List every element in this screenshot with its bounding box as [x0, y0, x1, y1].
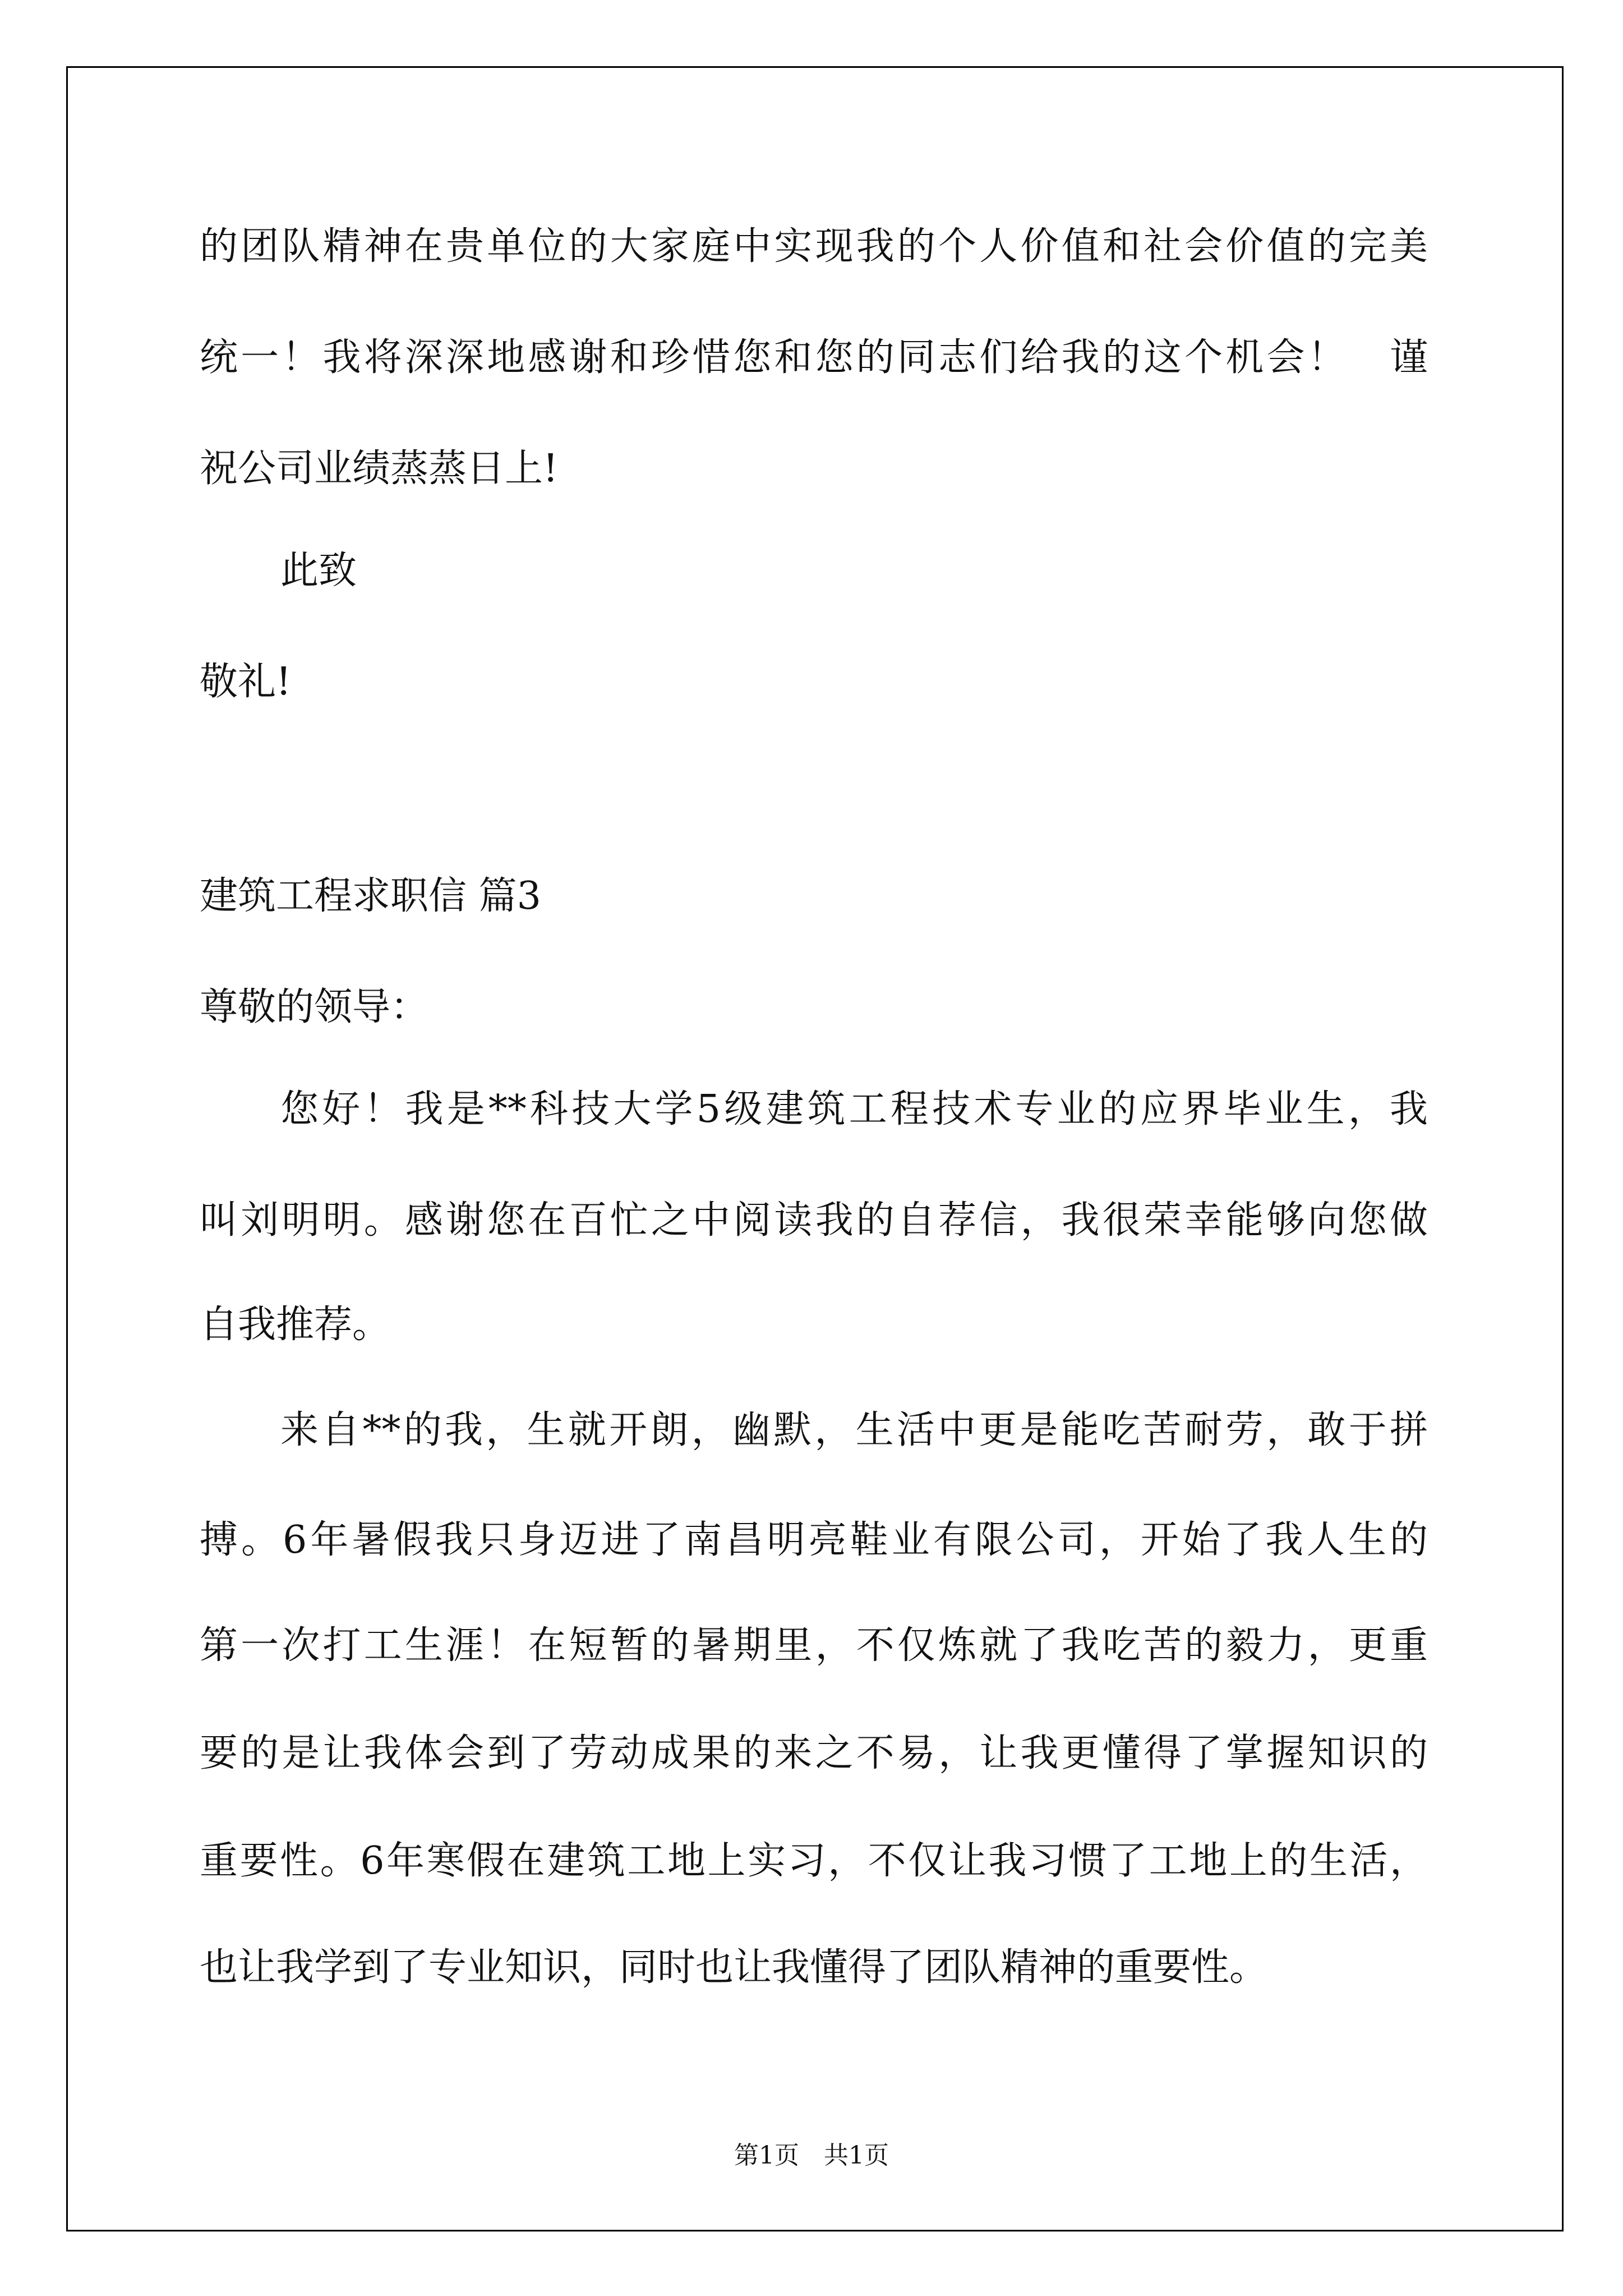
- body-line: 搏。6年暑假我只身迈进了南昌明亮鞋业有限公司，开始了我人生的: [200, 1518, 1428, 1562]
- closing-regards: 敬礼!: [200, 660, 292, 704]
- body-line: 叫刘明明。感谢您在百忙之中阅读我的自荐信，我很荣幸能够向您做: [200, 1198, 1428, 1243]
- page-number-footer: 第1页 共1页: [734, 2141, 889, 2170]
- body-line: 统一！我将深深地感谢和珍惜您和您的同志们给我的这个机会！ 谨: [200, 335, 1428, 380]
- page-border: [66, 66, 1564, 2231]
- body-line: 您好！我是**科技大学5级建筑工程技术专业的应界毕业生，我: [280, 1087, 1428, 1131]
- body-line: 自我推荐。: [200, 1303, 391, 1347]
- body-line: 第一次打工生涯！在短暂的暑期里，不仅炼就了我吃苦的毅力，更重: [200, 1623, 1428, 1668]
- body-line: 祝公司业绩蒸蒸日上!: [200, 447, 559, 491]
- body-line: 重要性。6年寒假在建筑工地上实习，不仅让我习惯了工地上的生活，: [200, 1839, 1428, 1883]
- body-line: 要的是让我体会到了劳动成果的来之不易，让我更懂得了掌握知识的: [200, 1731, 1428, 1775]
- greeting: 尊敬的领导：: [200, 985, 429, 1029]
- section-title: 建筑工程求职信 篇3: [200, 874, 541, 918]
- body-line: 的团队精神在贵单位的大家庭中实现我的个人价值和社会价值的完美: [200, 224, 1428, 269]
- body-line: 也让我学到了专业知识，同时也让我懂得了团队精神的重要性。: [200, 1945, 1268, 1990]
- closing-salutation: 此致: [280, 549, 357, 593]
- body-line: 来自**的我，生就开朗，幽默，生活中更是能吃苦耐劳，敢于拼: [280, 1408, 1428, 1452]
